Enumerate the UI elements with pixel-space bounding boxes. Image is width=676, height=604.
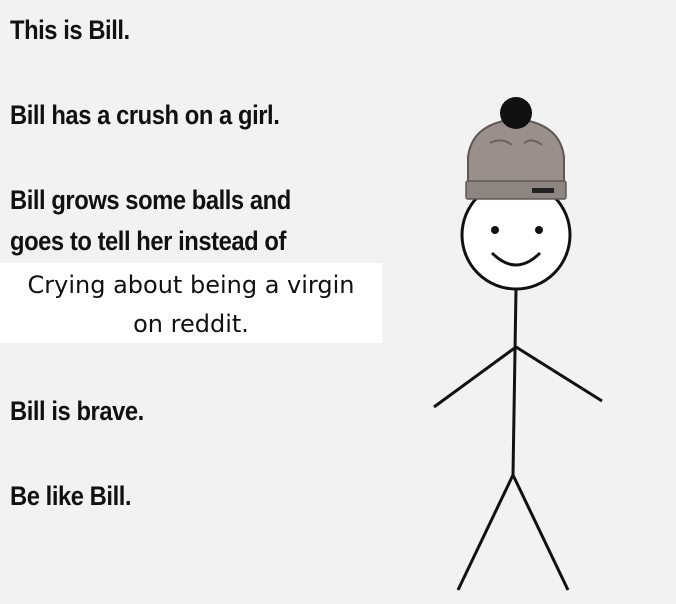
right-eye bbox=[535, 226, 543, 234]
right-arm bbox=[516, 347, 602, 401]
left-arm bbox=[434, 347, 516, 407]
edited-caption-line-1: Crying about being a virgin bbox=[27, 271, 355, 299]
caption-grows-line-2: goes to tell her instead of bbox=[10, 226, 286, 256]
pompom bbox=[500, 97, 532, 129]
right-leg bbox=[513, 475, 568, 590]
caption-be-like-bill: Be like Bill. bbox=[10, 481, 132, 511]
torso bbox=[513, 289, 516, 475]
edited-caption-line-2: on reddit. bbox=[133, 310, 249, 338]
caption-intro: This is Bill. bbox=[10, 15, 130, 45]
stick-figure-icon bbox=[420, 85, 620, 595]
caption-grows-line-1: Bill grows some balls and bbox=[10, 185, 291, 215]
caption-crush: Bill has a crush on a girl. bbox=[10, 100, 280, 130]
left-eye bbox=[491, 226, 499, 234]
beanie-icon bbox=[466, 97, 566, 199]
left-leg bbox=[458, 475, 513, 590]
caption-brave: Bill is brave. bbox=[10, 396, 144, 426]
